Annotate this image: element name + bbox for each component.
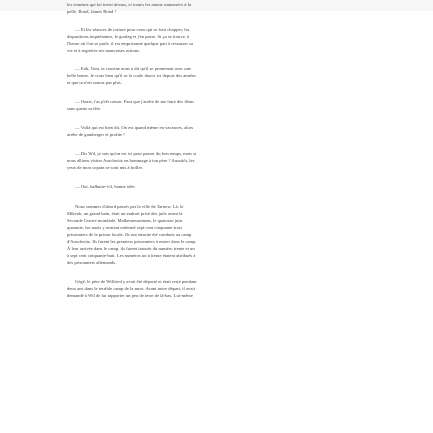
- text-line: à sept cent cinquante-huit. Les numéros un à trente étaient attribués à: [67, 253, 196, 258]
- text-line: — Et les séances de torture pour ceux qui se font chopper, les: [75, 27, 190, 32]
- text-line: quarante, les nazis y avaient enfermé sept cent cinquante-trois: [67, 225, 183, 230]
- text-line: À leur arrivée dans le camp, ils furent tatoués du numéro trente et un: [67, 246, 195, 251]
- text-line: deux ans dans le terrible camp de la mort. Avant notre départ, il avait: [67, 286, 195, 291]
- text-line: Nous sommes d'abord passés par la ville de Tarnow. Là, le: [75, 204, 184, 209]
- text-line: disparitions inquiétantes, le goulag et j'en passe. Si ça se trouve, à: [67, 34, 190, 39]
- text-line: vie et à regretter ses mauvaises actions.: [67, 48, 141, 53]
- text-line: belle brune. Je crois bien qu'il se la coule douce ici depuis des années: [67, 73, 196, 78]
- text-line: — Voilà qui est bien dit. On est quand même en vacances, alors: [75, 125, 194, 130]
- text-line: sans queue ni tête.: [67, 106, 102, 111]
- text-line: pelle. Bond, James Bond !: [67, 9, 116, 14]
- text-line: d'Auschwitz. Ils furent les premiers prisonniers à entrer dans le camp.: [67, 239, 197, 244]
- text-line: Gégé, le père de Wilfried y avait été déporté et était resté pendant: [75, 279, 197, 284]
- text-line: nous allions visiter Auschwitz en hommage à ton père ? Aussitôt, les: [67, 158, 195, 163]
- text-line: arrête de gamberger et profite !: [67, 132, 125, 137]
- text-line: demandé à Wil de lui rapporter un peu de terre de là-bas. Lui-même: [67, 293, 193, 298]
- text-line: les ennemis qui lui tirent dessus, et toutes les nanas ramassées à la: [67, 2, 192, 7]
- text-line: prisonniers de la prison locale. Ils ont ensuite été conduits au camp: [67, 232, 192, 237]
- text-line: et que tu n'en sauras pas plus.: [67, 80, 122, 85]
- text-line: — Oui, balbutie-t-il, bonne idée.: [75, 184, 136, 189]
- text-line: — Euh, Tom, ta cousine nous a dit qu'il se promenait avec une: [75, 66, 191, 71]
- text-line: — Ouais, t'as p'têt raison. Faut que j'arrête de me faire des films: [75, 99, 194, 104]
- text-line: yeux de mon copain se sont mis à briller.: [67, 165, 143, 170]
- text-line: l'heure où l'on se parle, il est emprisonné quelque part à ressasser sa: [67, 41, 193, 46]
- text-line: Seconde Guerre mondiale. Malheureusement, le quatorze juin: [67, 218, 182, 223]
- text-line: — Dis Wil, je sais qu'on est ici pour passer du bon temps, mais si: [75, 151, 197, 156]
- text-line: des prisonniers allemands.: [67, 260, 117, 265]
- text-line: Mikvah, un grand bain, était un endroit prisé des juifs avant la: [67, 211, 183, 216]
